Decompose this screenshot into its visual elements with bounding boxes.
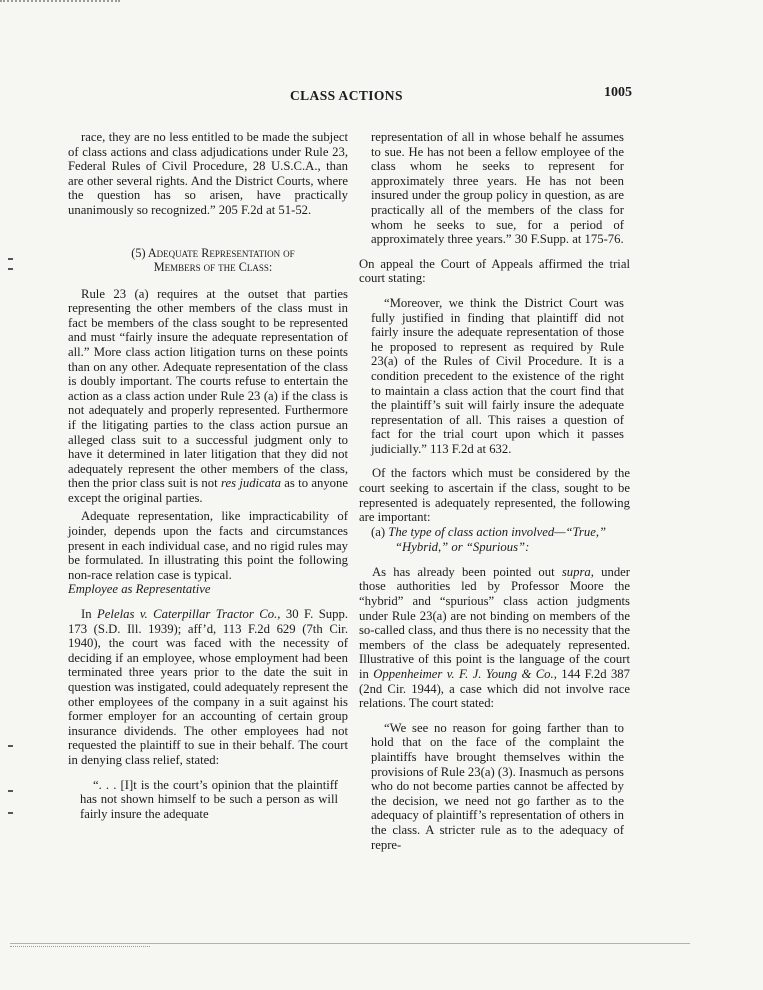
subheading-text: The type of class action involved—“True,” <box>388 524 607 539</box>
case-name: Pelelas v. Caterpillar Tractor Co., <box>97 607 281 622</box>
italic-term: supra, <box>561 564 594 579</box>
block-quote: “Moreover, we think the District Court was fully justified in finding that plaintiff did not fairly insure the adequate representation of those he proposed to represent as required by Rule 23(a) of the Rules of Civil Procedure. It is a condition precedent to the existence of the right to maintain a class action that the court find that the plaintiff’s suit will fairly insure the adequate representation of all. This raises a question of fact for the trial court upon which it passes judicially.” 113 F.2d at 632. <box>371 295 624 456</box>
subheading-text: “Hybrid,” or “Spurious”: <box>395 539 530 554</box>
section-heading-line: (5) Adequate Representation of <box>131 245 295 260</box>
paragraph <box>359 565 630 711</box>
margin-mark <box>8 812 13 814</box>
text-run: under those authorities led by Professor Moore the “hybrid” and “spurious” class action judgments under Rule 23(a) are not binding on members of the so-called class, and thus there is no necessity that the members of the class be adequately represented. Illustrative of this point is the language of the court in <box>359 564 631 681</box>
left-column <box>68 130 348 821</box>
text-run: 30 F. Supp. 173 (S.D. Ill. 1939); aff’d, 113 F.2d 629 (7th Cir. 1940), the court was faced with the necessity of deciding if an employee, whose employment had been terminated three years prior to the date the suit in question was instigated, could adequately represent the other employees of the company in a suit against his former employer for an accounting of certain group insurance dividends. The other employees had not requested the plaintiff to sue in their behalf. The court in denying class relief, stated: <box>68 607 348 767</box>
paragraph: On appeal the Court of Appeals affirmed the trial court stating: <box>359 256 630 286</box>
block-quote: representation of all in whose behalf he assumes to sue. He has not been a fellow employee of the class whom he seeks to represent for approximately three years. He has not been insured under the group policy in question, as are practically all of the members of the class for whom he seeks to sue, for a period of approximately three years.” 30 F.Supp. at 175-76. <box>371 130 624 247</box>
subheading-number: (a) <box>371 524 386 539</box>
margin-mark <box>8 790 13 792</box>
scan-artifact-top <box>0 0 120 4</box>
paragraph <box>68 287 348 506</box>
subheading: Employee as Representative <box>68 582 211 597</box>
margin-mark <box>8 268 13 270</box>
paragraph: Adequate representation, like impracticability of joinder, depends upon the facts and circumstances present in each individual case, and no rigid rules may be formulated. In illustrating this point the following non-race relation case is typical. <box>68 509 348 582</box>
paragraph: race, they are no less entitled to be made the subject of class actions and class adjudications under Rule 23, Federal Rules of Civil Procedure, 28 U.S.C.A., than are other several rights. And the District Courts, where the question has so arisen, have practically unanimously so recognized.” 205 F.2d at 51-52. <box>68 130 348 217</box>
case-name: Oppenheimer v. F. J. Young & Co., <box>373 667 557 681</box>
block-quote: “We see no reason for going farther than to hold that on the face of the complaint the plaintiffs have brought themselves within the provisions of Rule 23(a) (3). Inasmuch as persons who do not become parties cannot be affected by the decision, we need not go farther as to the adequacy of plaintiff’s representation of others in the class. A stricter rule as to the adequacy of repre- <box>371 720 624 852</box>
running-head: CLASS ACTIONS <box>290 88 403 103</box>
right-column <box>359 130 630 852</box>
subheading <box>371 525 630 555</box>
paragraph: Of the factors which must be considered by the court seeking to ascertain if the class, sought to be represented is adequately represented, the following are important: <box>359 466 630 525</box>
scan-artifact-dots <box>10 946 150 947</box>
text-run: Rule 23 (a) requires at the outset that parties representing the other members of the class must in fact be members of the class sought to be represented and must “fairly insure the adequate representation of all.” More class action litigation turns on these points than on any other. Adequate representation of the class is doubly important. The courts refuse to entertain the action as a class action under Rule 23 (a) if the class is not adequately and properly represented. Furthermore if the litigating parties to the class action pursue an alleged class suit to a successful judgment only to have it determined in later litigation that they did not adequately represent the other members of the class, then the prior class suit is not <box>68 286 348 491</box>
section-heading <box>68 246 348 275</box>
block-quote: “. . . [I]t is the court’s opinion that the plaintiff has not shown himself to be such a person as will fairly insure the adequate <box>80 777 338 821</box>
margin-mark <box>8 745 13 747</box>
text-run: As has already been pointed out <box>372 564 555 579</box>
scan-artifact-rule <box>10 943 690 944</box>
text-run: 144 F.2d 387 (2nd Cir. 1944), a case which did not involve race relations. The court stated: <box>359 667 630 711</box>
text-run: In <box>81 607 92 622</box>
margin-mark <box>8 258 13 260</box>
paragraph <box>68 607 348 768</box>
italic-term: res judicata <box>220 476 281 491</box>
page-number: 1005 <box>604 85 632 100</box>
section-heading-line: Members of the Class: <box>153 260 273 275</box>
text-run: as to anyone except the original parties. <box>68 476 348 505</box>
